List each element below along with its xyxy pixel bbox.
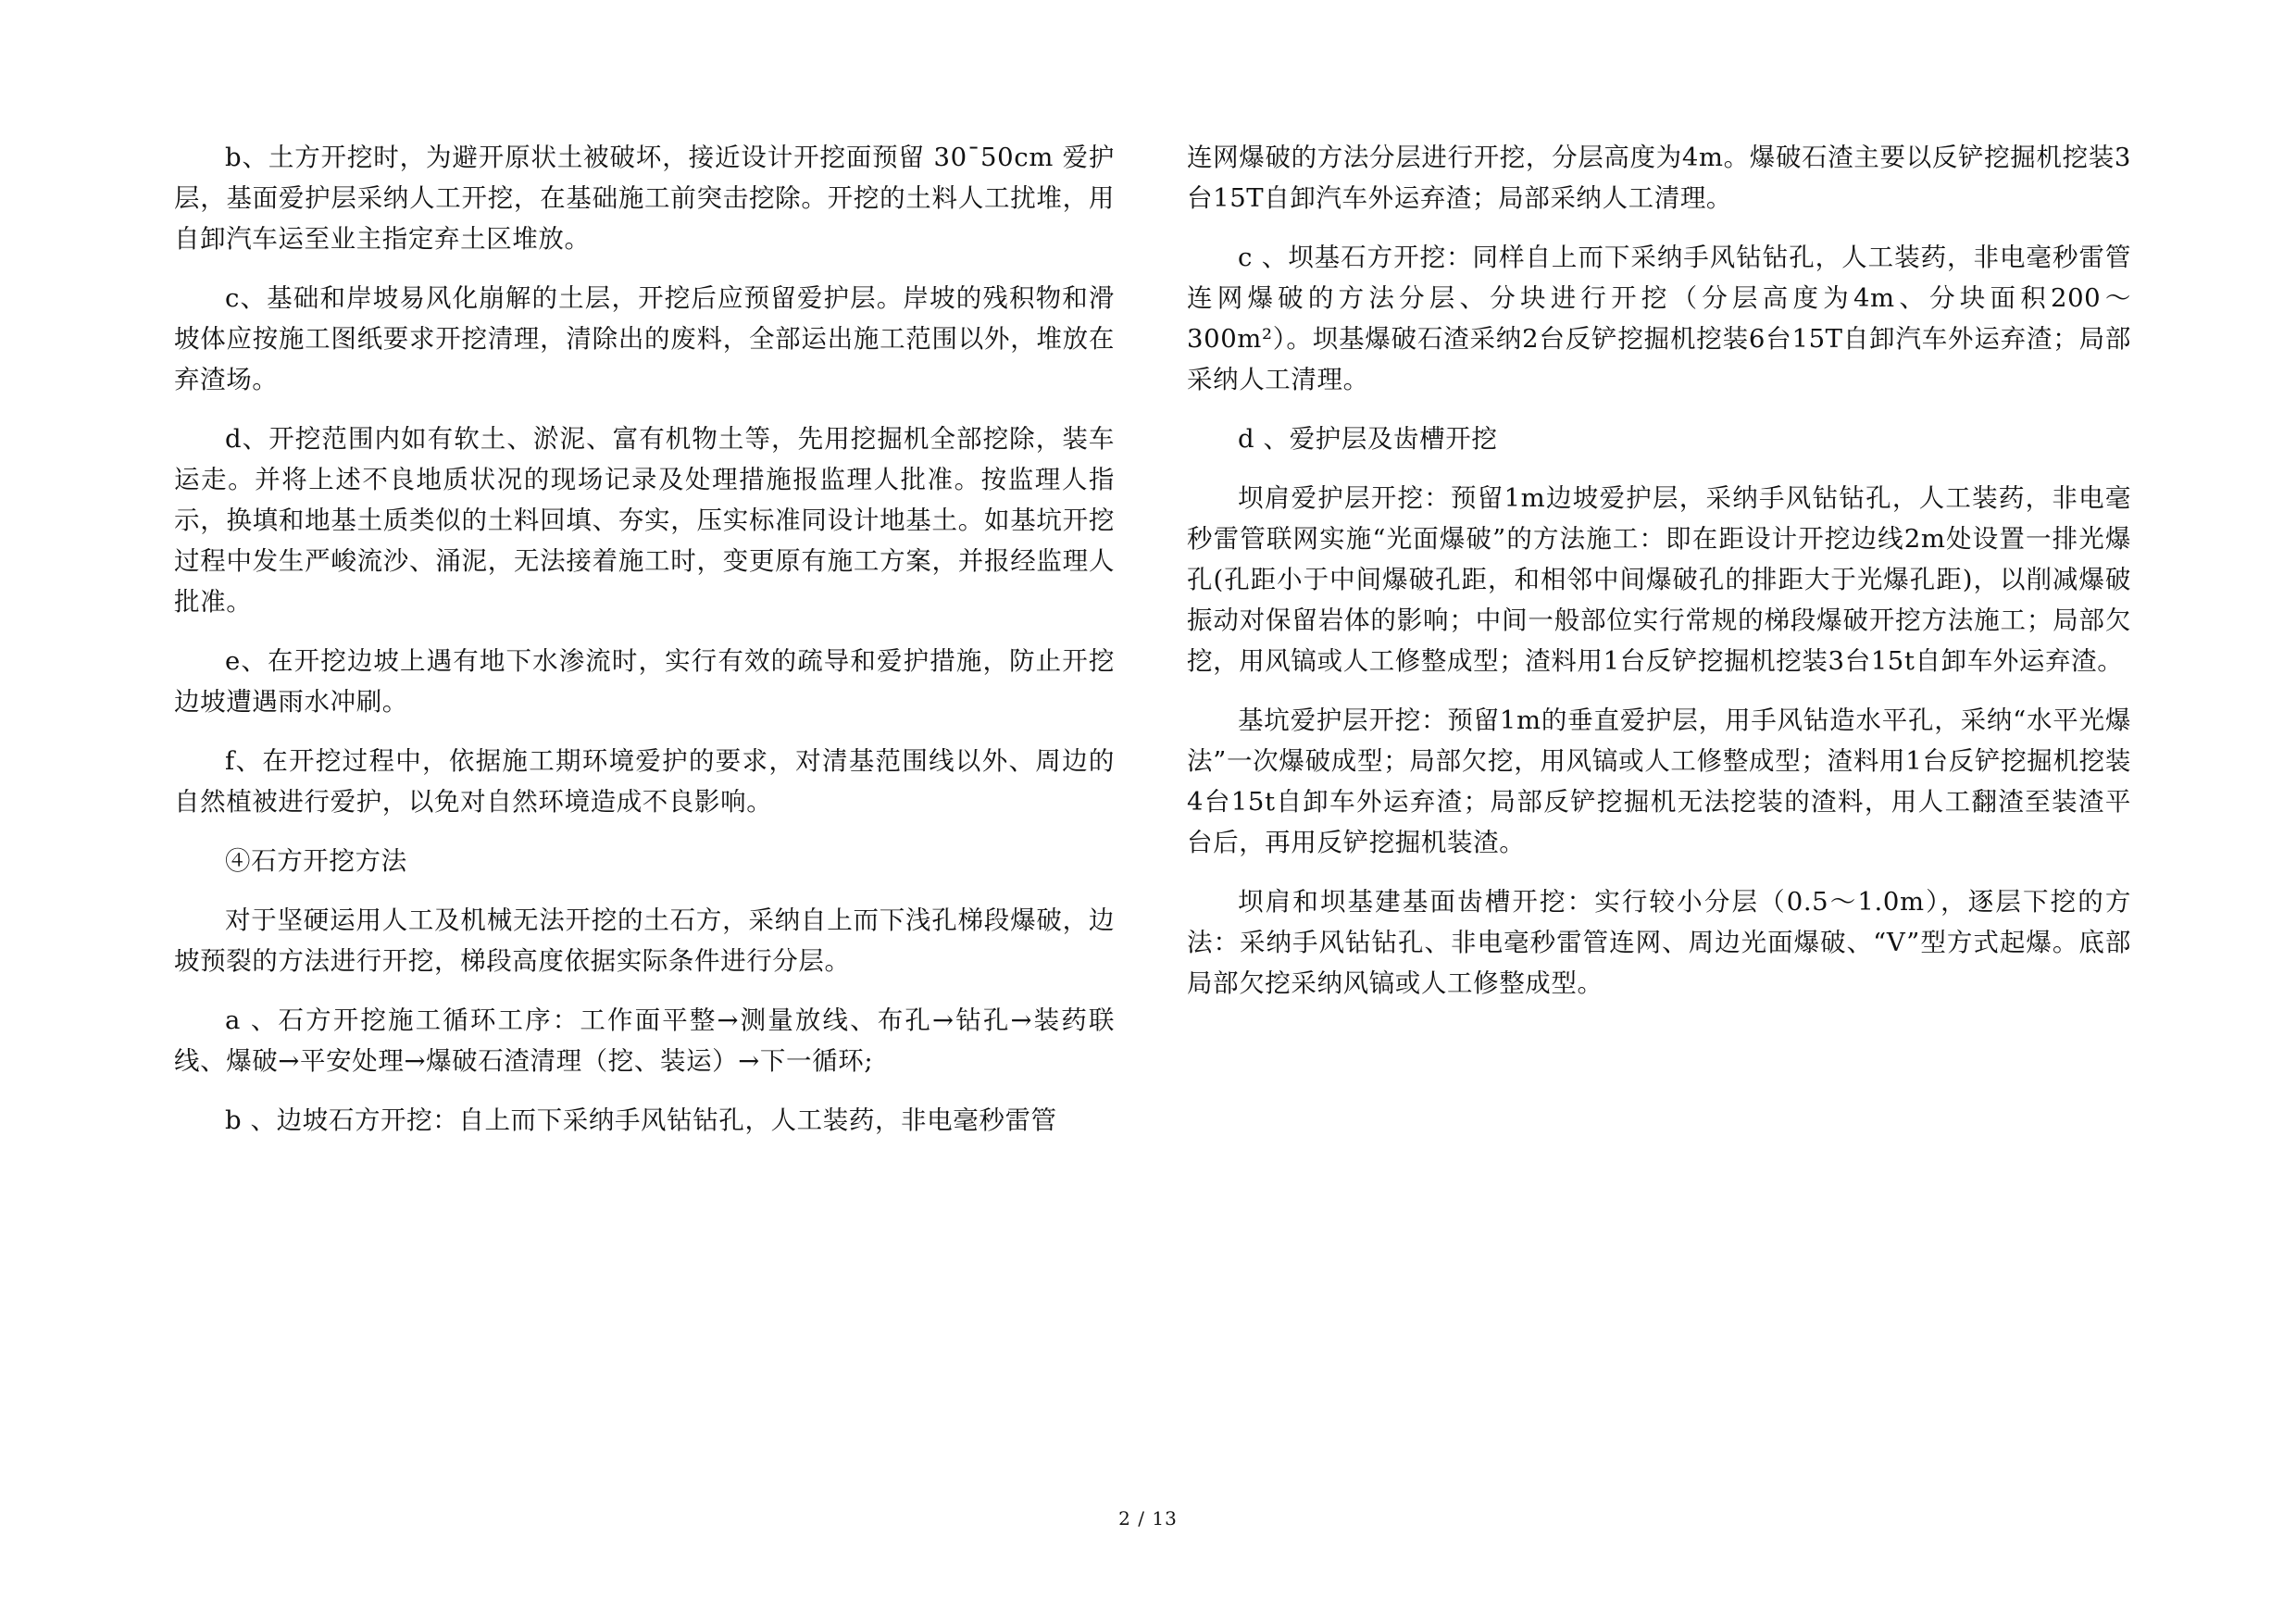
paragraph-c-weathered-soil: c、基础和岸坡易风化崩解的土层，开挖后应预留爱护层。岸坡的残积物和滑坡体应按施工图纸要求开挖清理，清除出的废料，全部运出施工范围以外，堆放在弃渣场。 (174, 283, 1115, 394)
paragraph-abutment-protection: 坝肩爱护层开挖：预留1m边坡爱护层，采纳手风钻钻孔，人工装药，非电毫秒雷管联网实施“光面爆破”的方法施工：即在距设计开挖边线2m处设置一排光爆孔(孔距小于中间爆破孔距，和相邻中间爆破孔的排距大于光爆孔距)，以削减爆破振动对保留岩体的影响；中间一般部位实行常规的梯段爆破开挖方法施工；局部欠挖，用风镐或人工修整成型；渣料用1台反铲挖掘机挖装3台15t自卸车外运弃渣。 (1187, 483, 2131, 676)
paragraph-d-soft-soil: d、开挖范围内如有软土、淤泥、富有机物土等，先用挖掘机全部挖除，装车运走。并将上述不良地质状况的现场记录及处理措施报监理人批准。按监理人指示，换填和地基土质类似的土料回填、夯实，压实标准同设计地基土。如基坑开挖过程中发生严峻流沙、涌泥，无法接着施工时，变更原有施工方案，并报经监理人批准。 (174, 424, 1115, 617)
paragraph-tooth-groove: 坝肩和坝基建基面齿槽开挖：实行较小分层（0.5～1.0m），逐层下挖的方法：采纳手风钻钻孔、非电毫秒雷管连网、周边光面爆破、“V”型方式起爆。底部局部欠挖采纳风镐或人工修整成型。 (1187, 887, 2131, 998)
section-heading-rock-excavation: ④石方开挖方法 (225, 846, 407, 876)
left-column (174, 137, 1115, 1159)
paragraph-a-cycle: a 、石方开挖施工循环工序：工作面平整→测量放线、布孔→钻孔→装药联线、爆破→平安处理→爆破石渣清理（挖、装运）→下一循环; (174, 1005, 1115, 1076)
paragraph-c-dam-foundation: c 、坝基石方开挖：同样自上而下采纳手风钻钻孔，人工装药，非电毫秒雷管连网爆破的方法分层、分块进行开挖（分层高度为4m、分块面积200～300m²）。坝基爆破石渣采纳2台反铲挖掘机挖装6台15T自卸汽车外运弃渣；局部采纳人工清理。 (1187, 243, 2131, 394)
paragraph-b-earth-excavation: b、土方开挖时，为避开原状土被破坏，接近设计开挖面预留 30¯50cm 爱护层，基面爱护层采纳人工开挖，在基础施工前突击挖除。开挖的土料人工扰堆，用自卸汽车运至业主指定弃土区堆放。 (174, 143, 1115, 254)
paragraph-rock-intro: 对于坚硬运用人工及机械无法开挖的土石方，采纳自上而下浅孔梯段爆破，边坡预裂的方法进行开挖，梯段高度依据实际条件进行分层。 (174, 905, 1115, 976)
paragraph-e-groundwater: e、在开挖边坡上遇有地下水渗流时，实行有效的疏导和爱护措施，防止开挖边坡遭遇雨水冲刷。 (174, 646, 1115, 717)
section-heading-protection-layer: d 、爱护层及齿槽开挖 (1238, 424, 1498, 454)
paragraph-continuation: 连网爆破的方法分层进行开挖，分层高度为4m。爆破石渣主要以反铲挖掘机挖装3台15T自卸汽车外运弃渣；局部采纳人工清理。 (1187, 143, 2131, 213)
paragraph-b-slope-rock: b 、边坡石方开挖：自上而下采纳手风钻钻孔，人工装药，非电毫秒雷管 (225, 1105, 1057, 1135)
paragraph-pit-protection: 基坑爱护层开挖：预留1m的垂直爱护层，用手风钻造水平孔，采纳“水平光爆法”一次爆破成型；局部欠挖，用风镐或人工修整成型；渣料用1台反铲挖掘机挖装4台15t自卸车外运弃渣；局部反铲挖掘机无法挖装的渣料，用人工翻渣至装渣平台后，再用反铲挖掘机装渣。 (1187, 705, 2131, 857)
paragraph-f-vegetation: f、在开挖过程中，依据施工期环境爱护的要求，对清基范围线以外、周边的自然植被进行爱护，以免对自然环境造成不良影响。 (174, 746, 1115, 817)
right-column (1187, 137, 2131, 1022)
page-number: 2 / 13 (1118, 1507, 1178, 1529)
